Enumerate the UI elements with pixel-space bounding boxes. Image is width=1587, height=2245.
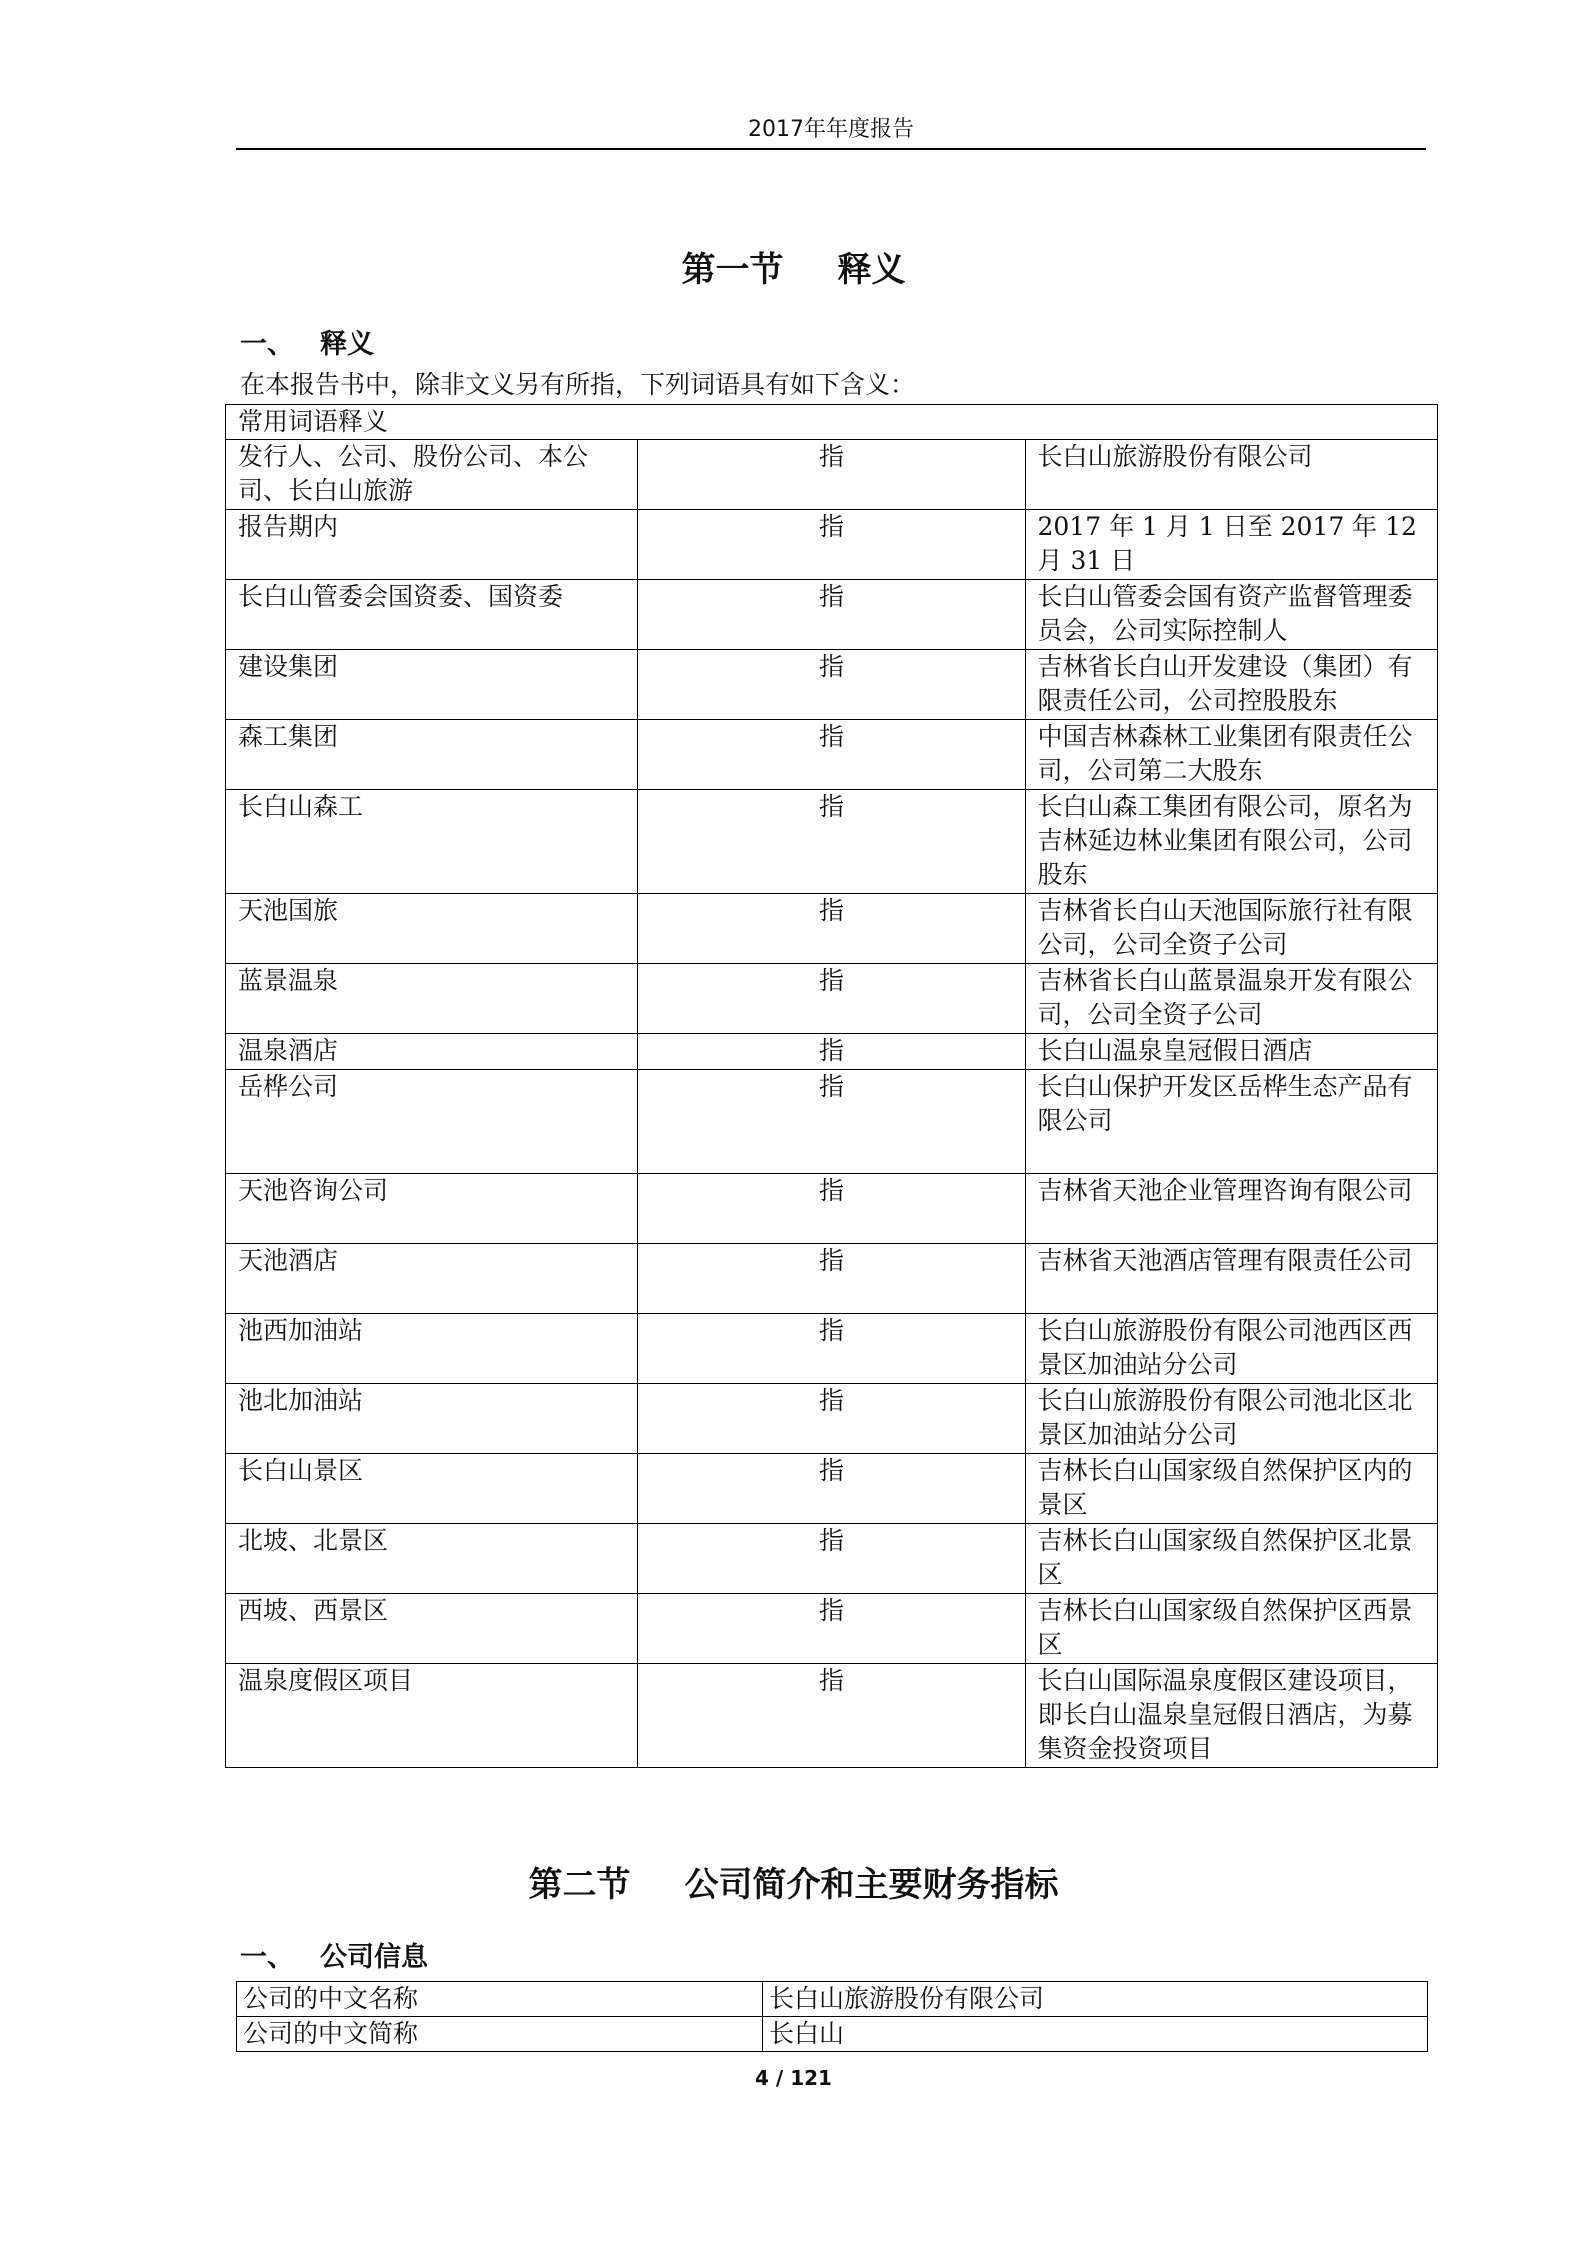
table-row: [226, 720, 1438, 790]
company-info-heading-text: 公司信息: [320, 1942, 428, 1973]
table-row: [226, 1384, 1438, 1454]
table-row: [226, 580, 1438, 650]
definition-refers: 指: [638, 720, 1025, 790]
definition-meaning: 吉林省长白山蓝景温泉开发有限公司，公司全资子公司: [1025, 964, 1438, 1034]
definition-refers: 指: [638, 1524, 1025, 1594]
table-row: [226, 790, 1438, 894]
company-info-heading-number: 一、: [240, 1942, 294, 1973]
definition-meaning: 吉林省长白山天池国际旅行社有限公司，公司全资子公司: [1025, 894, 1438, 964]
definition-refers: 指: [638, 1594, 1025, 1664]
table-row: [226, 1664, 1438, 1768]
section-2-name: 公司简介和主要财务指标: [684, 1865, 1059, 1905]
definition-term: 池北加油站: [226, 1384, 638, 1454]
definition-term: 发行人、公司、股份公司、本公司、长白山旅游: [226, 440, 638, 510]
definition-refers: 指: [638, 1454, 1025, 1524]
definitions-intro: 在本报告书中，除非文义另有所指，下列词语具有如下含义：: [240, 370, 916, 399]
definition-term: 西坡、西景区: [226, 1594, 638, 1664]
definition-term: 岳桦公司: [226, 1070, 638, 1174]
definition-term: 天池国旅: [226, 894, 638, 964]
definition-meaning: 吉林省天池企业管理咨询有限公司: [1025, 1174, 1438, 1244]
definition-term: 长白山森工: [226, 790, 638, 894]
definition-meaning: 中国吉林森林工业集团有限责任公司，公司第二大股东: [1025, 720, 1438, 790]
definition-term: 温泉酒店: [226, 1034, 638, 1070]
definition-term: 温泉度假区项目: [226, 1664, 638, 1768]
table-row: [226, 1524, 1438, 1594]
table-row: [226, 894, 1438, 964]
definition-meaning: 长白山管委会国有资产监督管理委员会，公司实际控制人: [1025, 580, 1438, 650]
company-info-label: 公司的中文简称: [237, 2017, 763, 2052]
company-info-value: 长白山: [763, 2017, 1428, 2052]
definition-term: 森工集团: [226, 720, 638, 790]
definition-term: 天池咨询公司: [226, 1174, 638, 1244]
definitions-caption: 常用词语释义: [226, 405, 1438, 440]
definition-refers: 指: [638, 580, 1025, 650]
definition-term: 报告期内: [226, 510, 638, 580]
definition-refers: 指: [638, 964, 1025, 1034]
definition-meaning: 长白山旅游股份有限公司: [1025, 440, 1438, 510]
section-2-title: [0, 1857, 1587, 1906]
definition-meaning: 长白山旅游股份有限公司池西区西景区加油站分公司: [1025, 1314, 1438, 1384]
definition-refers: 指: [638, 1384, 1025, 1454]
table-row: [226, 1174, 1438, 1244]
company-info-heading: [240, 1935, 428, 1974]
definition-term: 蓝景温泉: [226, 964, 638, 1034]
table-row: [226, 440, 1438, 510]
table-row: [226, 650, 1438, 720]
definitions-heading: [240, 322, 374, 361]
definitions-heading-text: 释义: [320, 329, 374, 360]
section-1-name: 释义: [837, 250, 906, 290]
definition-meaning: 长白山温泉皇冠假日酒店: [1025, 1034, 1438, 1070]
page-header: 2017年年度报告: [748, 117, 914, 142]
definition-meaning: 吉林长白山国家级自然保护区内的景区: [1025, 1454, 1438, 1524]
definition-term: 池西加油站: [226, 1314, 638, 1384]
definitions-table: [225, 404, 1438, 1768]
table-row: [226, 1594, 1438, 1664]
definition-meaning: 吉林长白山国家级自然保护区西景区: [1025, 1594, 1438, 1664]
header-rule: [236, 148, 1426, 150]
table-row: [226, 1314, 1438, 1384]
definitions-heading-number: 一、: [240, 329, 294, 360]
definition-meaning: 长白山森工集团有限公司，原名为吉林延边林业集团有限公司，公司股东: [1025, 790, 1438, 894]
definition-term: 长白山景区: [226, 1454, 638, 1524]
section-2-number: 第二节: [528, 1865, 631, 1905]
company-info-table: [236, 1981, 1428, 2052]
table-row: [226, 1034, 1438, 1070]
section-1-title: [0, 242, 1587, 291]
definition-meaning: 长白山国际温泉度假区建设项目，即长白山温泉皇冠假日酒店，为募集资金投资项目: [1025, 1664, 1438, 1768]
company-info-label: 公司的中文名称: [237, 1982, 763, 2017]
definition-refers: 指: [638, 650, 1025, 720]
definition-meaning: 吉林省天池酒店管理有限责任公司: [1025, 1244, 1438, 1314]
definition-meaning: 长白山保护开发区岳桦生态产品有限公司: [1025, 1070, 1438, 1174]
table-row: [237, 1982, 1428, 2017]
table-row: [226, 1454, 1438, 1524]
table-row: [226, 510, 1438, 580]
definition-refers: 指: [638, 894, 1025, 964]
definition-meaning: 吉林省长白山开发建设（集团）有限责任公司，公司控股股东: [1025, 650, 1438, 720]
definition-refers: 指: [638, 1070, 1025, 1174]
table-row: [237, 2017, 1428, 2052]
definition-term: 天池酒店: [226, 1244, 638, 1314]
definition-refers: 指: [638, 1244, 1025, 1314]
table-row: [226, 1244, 1438, 1314]
definition-refers: 指: [638, 1664, 1025, 1768]
section-1-number: 第一节: [681, 250, 784, 290]
definition-meaning: 2017 年 1 月 1 日至 2017 年 12 月 31 日: [1025, 510, 1438, 580]
table-row: [226, 1070, 1438, 1174]
company-info-value: 长白山旅游股份有限公司: [763, 1982, 1428, 2017]
definition-meaning: 长白山旅游股份有限公司池北区北景区加油站分公司: [1025, 1384, 1438, 1454]
definition-refers: 指: [638, 1034, 1025, 1070]
definition-meaning: 吉林长白山国家级自然保护区北景区: [1025, 1524, 1438, 1594]
definition-term: 建设集团: [226, 650, 638, 720]
page-number: 4 / 121: [755, 2066, 832, 2090]
definition-term: 长白山管委会国资委、国资委: [226, 580, 638, 650]
definition-refers: 指: [638, 1174, 1025, 1244]
definitions-caption-row: [226, 405, 1438, 440]
definition-term: 北坡、北景区: [226, 1524, 638, 1594]
definition-refers: 指: [638, 790, 1025, 894]
table-row: [226, 964, 1438, 1034]
definition-refers: 指: [638, 1314, 1025, 1384]
definition-refers: 指: [638, 440, 1025, 510]
definition-refers: 指: [638, 510, 1025, 580]
